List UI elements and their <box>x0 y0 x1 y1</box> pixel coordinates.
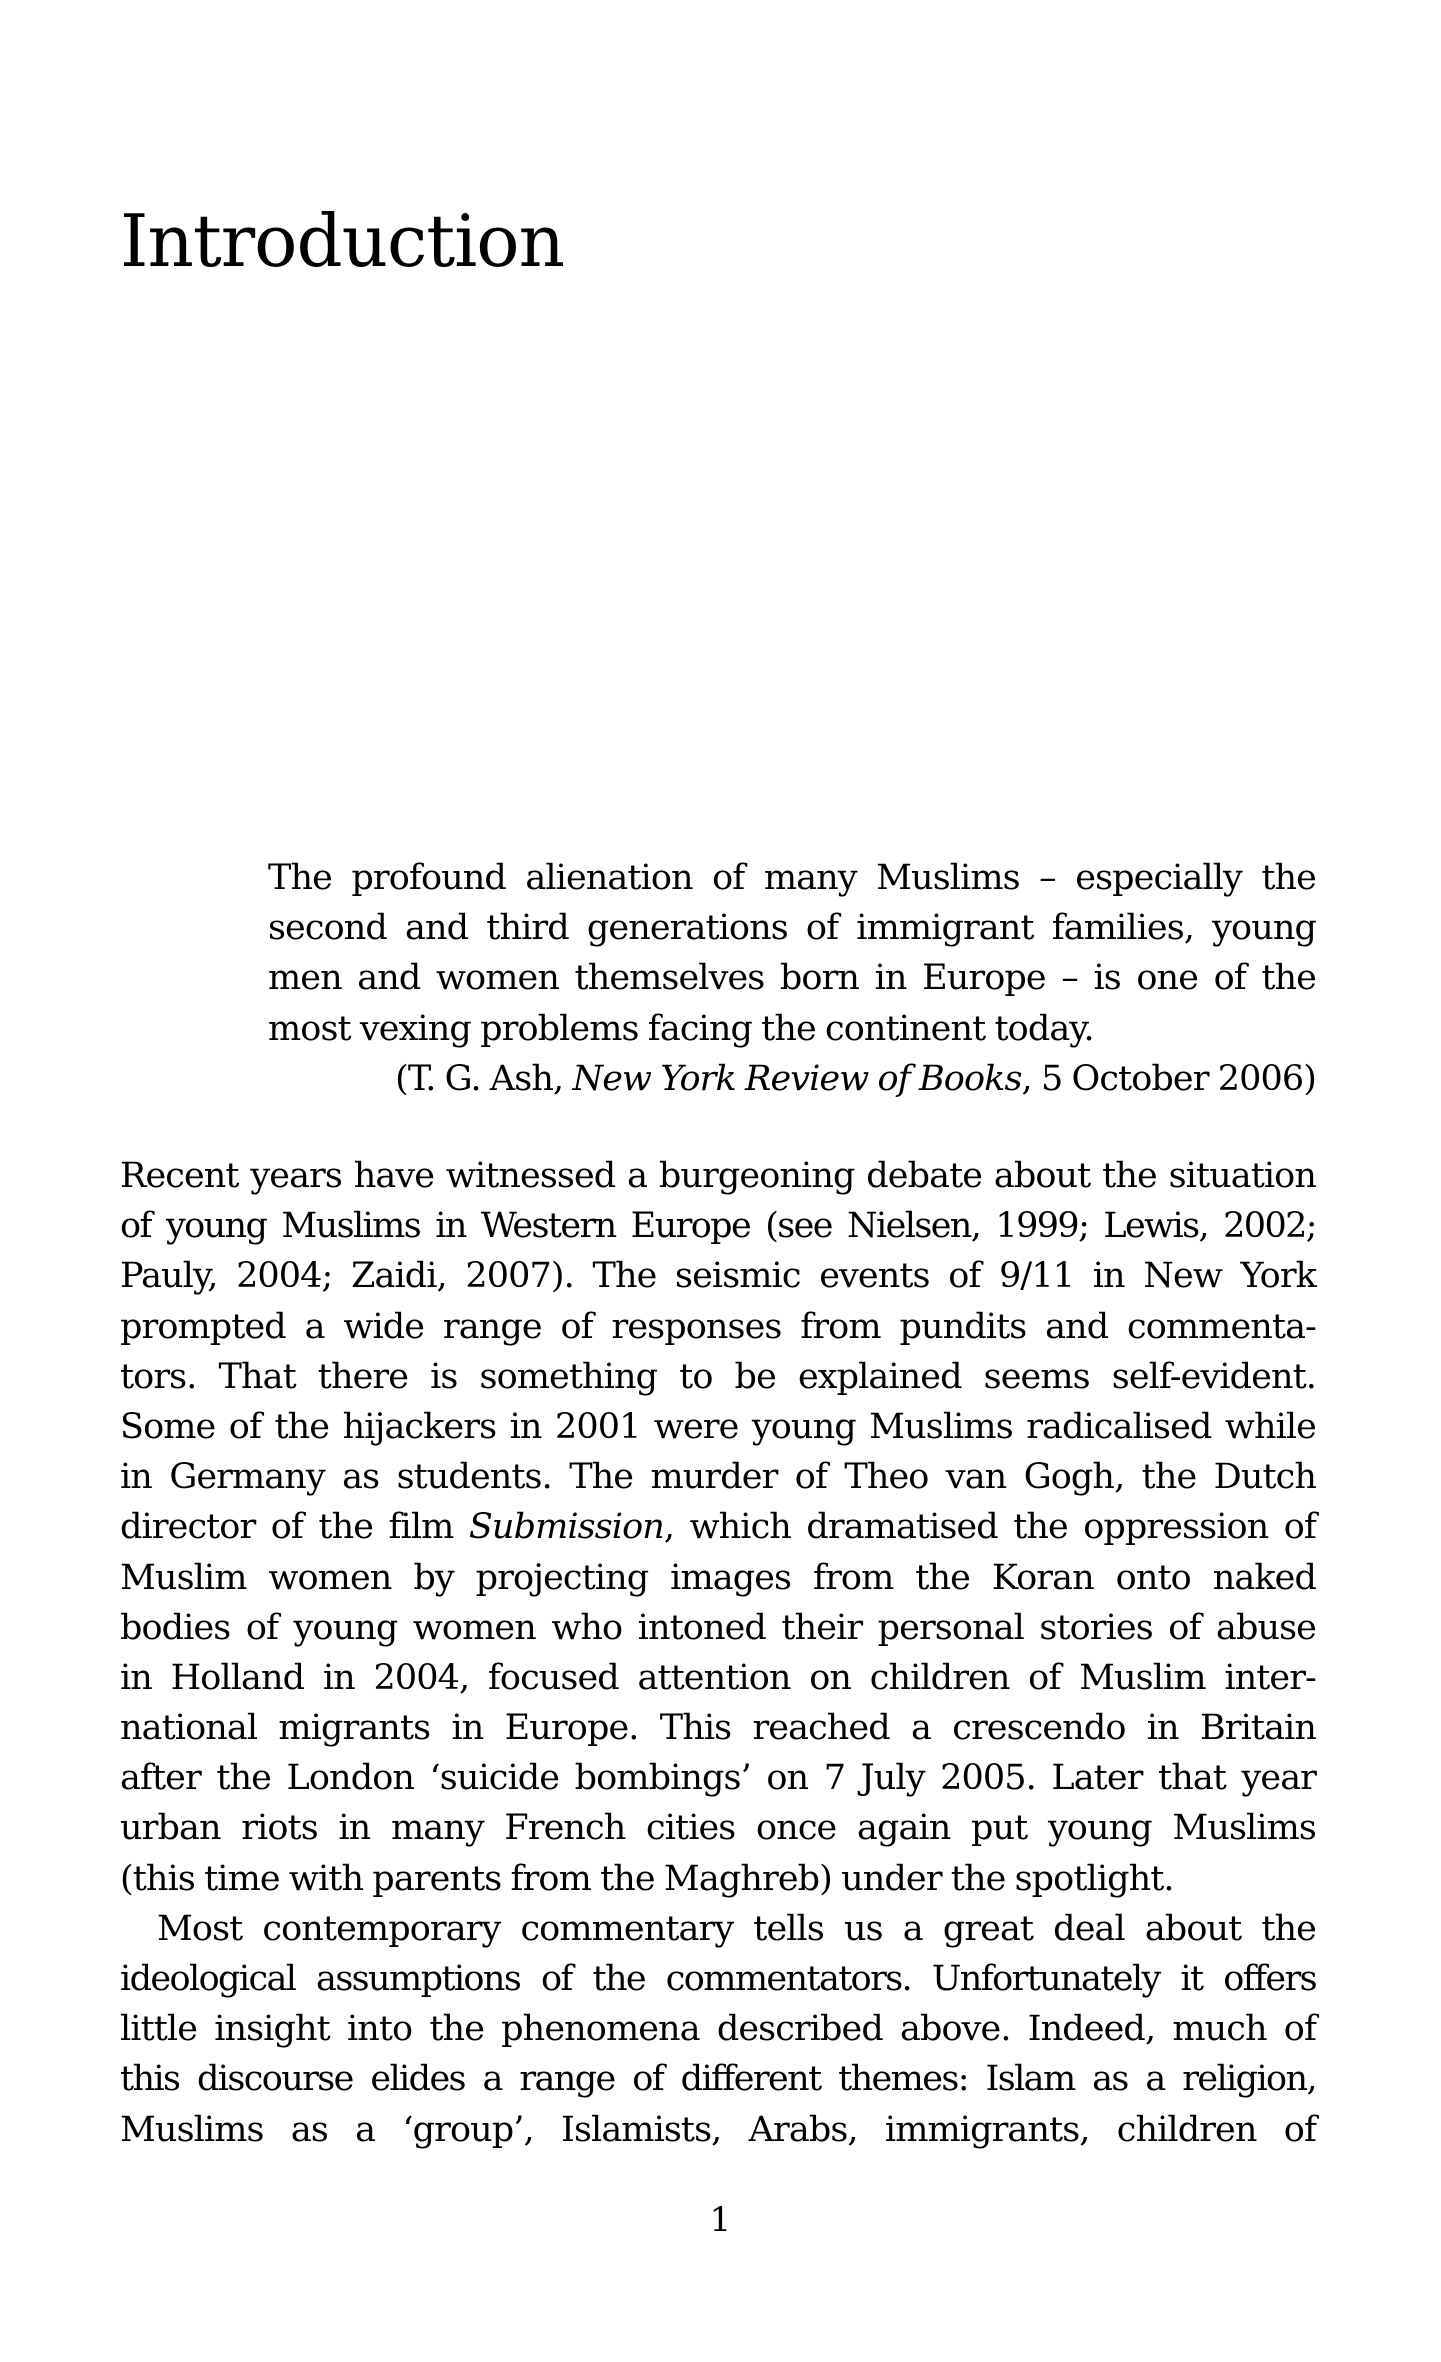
paragraph-line: Some of the hijackers in 2001 were young Muslims radicalised while <box>120 1406 1316 1447</box>
text-segment: director of the film <box>120 1507 469 1548</box>
epigraph-line: men and women themselves born in Europe – is one of the <box>268 958 1316 999</box>
chapter-title: Introduction <box>120 199 564 283</box>
paragraph-line: ideological assumptions of the commentators. Unfortunately it offers <box>120 1959 1316 1999</box>
text-segment: , which dramatised the oppression of <box>663 1507 1316 1548</box>
attribution-author: (T. G. Ash, <box>395 1058 573 1099</box>
epigraph-line: The profound alienation of many Muslims – especially the <box>268 858 1316 898</box>
paragraph-line: urban riots in many French cities once again put young Muslims <box>120 1808 1316 1849</box>
paragraph-line: Muslim women by projecting images from the Koran onto naked <box>120 1557 1316 1598</box>
paragraph-line: of young Muslims in Western Europe (see Nielsen, 1999; Lewis, 2002; <box>120 1206 1316 1247</box>
body-text <box>120 1151 1316 2155</box>
paragraph-line: (this time with parents from the Maghreb) under the spotlight. <box>120 1858 1174 1899</box>
paragraph-line: in Holland in 2004, focused attention on children of Muslim inter- <box>120 1657 1316 1698</box>
paragraph-line: little insight into the phenomena described above. Indeed, much of <box>120 2009 1316 2050</box>
paragraph-line: tors. That there is something to be explained seems self-evident. <box>120 1356 1316 1397</box>
paragraph-1 <box>120 1151 1316 1904</box>
paragraph-line: Pauly, 2004; Zaidi, 2007). The seismic events of 9/11 in New York <box>120 1256 1316 1297</box>
paragraph-line <box>120 1502 1316 1552</box>
epigraph-attribution <box>268 1054 1316 1104</box>
page-number: 1 <box>709 2200 732 2240</box>
attribution-date: , 5 October 2006) <box>1021 1058 1316 1099</box>
paragraph-line: in Germany as students. The murder of Theo van Gogh, the Dutch <box>120 1457 1316 1498</box>
paragraph-line: Most contemporary commentary tells us a great deal about the <box>157 1908 1316 1949</box>
epigraph <box>268 853 1316 1104</box>
film-title: Submission <box>468 1507 664 1548</box>
paragraph-line: this discourse elides a range of different themes: Islam as a religion, <box>120 2059 1316 2100</box>
epigraph-line: second and third generations of immigrant families, young <box>268 908 1316 949</box>
paragraph-line: prompted a wide range of responses from pundits and commenta- <box>120 1306 1316 1347</box>
paragraph-line: Recent years have witnessed a burgeoning debate about the situation <box>120 1156 1316 1196</box>
paragraph-line: national migrants in Europe. This reached a crescendo in Britain <box>120 1708 1316 1749</box>
paragraph-line: bodies of young women who intoned their personal stories of abuse <box>120 1607 1316 1648</box>
epigraph-line: most vexing problems facing the continent today. <box>268 1008 1094 1049</box>
paragraph-2 <box>120 1904 1316 2155</box>
paragraph-line: after the London ‘suicide bombings’ on 7 July 2005. Later that year <box>120 1758 1316 1799</box>
attribution-source-title: New York Review of Books <box>572 1058 1022 1099</box>
paragraph-line: Muslims as a ‘group’, Islamists, Arabs, immigrants, children of <box>120 2109 1316 2150</box>
